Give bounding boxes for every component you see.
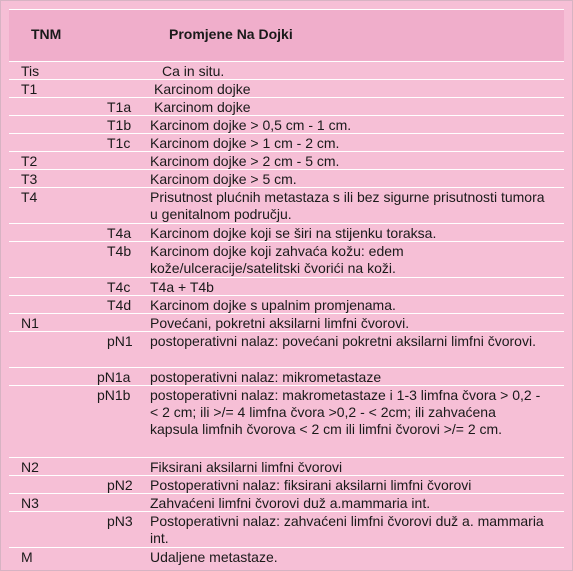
- row-desc: postoperativni nalaz: makrometastaze i 1-3 limfna čvora > 0,2 - < 2 cm; ili >/= 4 limfna čvora >0,2 - < 2cm; ili zahvaćena kapsula limfnih čvorova < 2 cm ili limfni čvorovi >/= 2 cm.: [150, 387, 541, 438]
- table-body: [9, 61, 564, 565]
- row-code: N2: [21, 459, 39, 475]
- row-desc: Karcinom dojke koji zahvaća kožu: edem kože/ulceracije/satelitski čvorići na koži.: [150, 243, 404, 277]
- row-desc: Karcinom dojke > 0,5 cm - 1 cm.: [150, 117, 352, 133]
- row-desc: T4a + T4b: [150, 279, 214, 295]
- table-row: [9, 61, 564, 79]
- table-row: [9, 133, 564, 151]
- row-code: N1: [21, 315, 39, 331]
- row-code: N3: [21, 495, 39, 511]
- row-code: pN2: [107, 477, 133, 493]
- row-desc: Karcinom dojke > 5 cm.: [150, 171, 297, 187]
- row-desc: Udaljene metastaze.: [150, 549, 278, 565]
- header-description: Promjene Na Dojki: [169, 26, 293, 42]
- row-code: T1b: [107, 117, 132, 133]
- row-desc: Fiksirani aksilarni limfni čvorovi: [150, 459, 343, 475]
- table-row: [9, 241, 564, 277]
- row-desc: Karcinom dojke s upalnim promjenama.: [150, 297, 396, 313]
- row-desc: Postoperativni nalaz: zahvaćeni limfni čvorovi duž a. mammaria int.: [150, 513, 544, 547]
- table-row: [9, 187, 564, 223]
- row-desc: Karcinom dojke > 2 cm - 5 cm.: [150, 153, 340, 169]
- row-code: T4a: [107, 225, 132, 241]
- table-row: [9, 547, 564, 565]
- row-desc: Karcinom dojke: [154, 99, 251, 115]
- table-row: [9, 277, 564, 295]
- table-row: [9, 295, 564, 313]
- row-code: T2: [21, 153, 38, 169]
- row-desc: Prisutnost plućnih metastaza s ili bez sigurne prisutnosti tumora u genitalnom području.: [150, 189, 545, 223]
- table-row: [9, 475, 564, 493]
- row-code: pN1: [107, 333, 133, 349]
- table-row: [9, 151, 564, 169]
- table-row: [9, 493, 564, 511]
- row-code: pN3: [107, 513, 133, 529]
- row-code: T4b: [107, 243, 132, 259]
- table-row: [9, 385, 564, 457]
- row-desc: Ca in situ.: [162, 63, 225, 79]
- row-desc: postoperativni nalaz: mikrometastaze: [150, 369, 382, 385]
- row-code: T3: [21, 171, 38, 187]
- table-row: [9, 115, 564, 133]
- row-code: pN1b: [97, 387, 131, 403]
- row-desc: Karcinom dojke koji se širi na stijenku toraksa.: [150, 225, 437, 241]
- row-code: Tis: [21, 63, 40, 79]
- row-desc: Povećani, pokretni aksilarni limfni čvorovi.: [150, 315, 410, 331]
- row-code: T4: [21, 189, 38, 205]
- row-desc: Karcinom dojke > 1 cm - 2 cm.: [150, 135, 340, 151]
- row-code: T4c: [107, 279, 131, 295]
- row-code: T1a: [107, 99, 132, 115]
- table-row: [9, 331, 564, 367]
- row-code: M: [21, 549, 33, 565]
- header-tnm: TNM: [31, 26, 62, 42]
- table-header: [9, 9, 564, 62]
- table-row: [9, 79, 564, 97]
- row-desc: postoperativni nalaz: povećani pokretni aksilarni limfni čvorovi.: [150, 333, 536, 349]
- row-code: T1: [21, 81, 38, 97]
- table-row: [9, 457, 564, 475]
- table-row: [9, 511, 564, 547]
- row-code: pN1a: [97, 369, 131, 385]
- row-code: T4d: [107, 297, 132, 313]
- row-desc: Karcinom dojke: [154, 81, 251, 97]
- table-row: [9, 169, 564, 187]
- row-desc: Zahvaćeni limfni čvorovi duž a.mammaria int.: [150, 495, 431, 511]
- table-row: [9, 313, 564, 331]
- table-row: [9, 223, 564, 241]
- table-row: [9, 97, 564, 115]
- row-code: T1c: [107, 135, 131, 151]
- table-row: [9, 367, 564, 385]
- row-desc: Postoperativni nalaz: fiksirani aksilarni limfni čvorovi: [150, 477, 472, 493]
